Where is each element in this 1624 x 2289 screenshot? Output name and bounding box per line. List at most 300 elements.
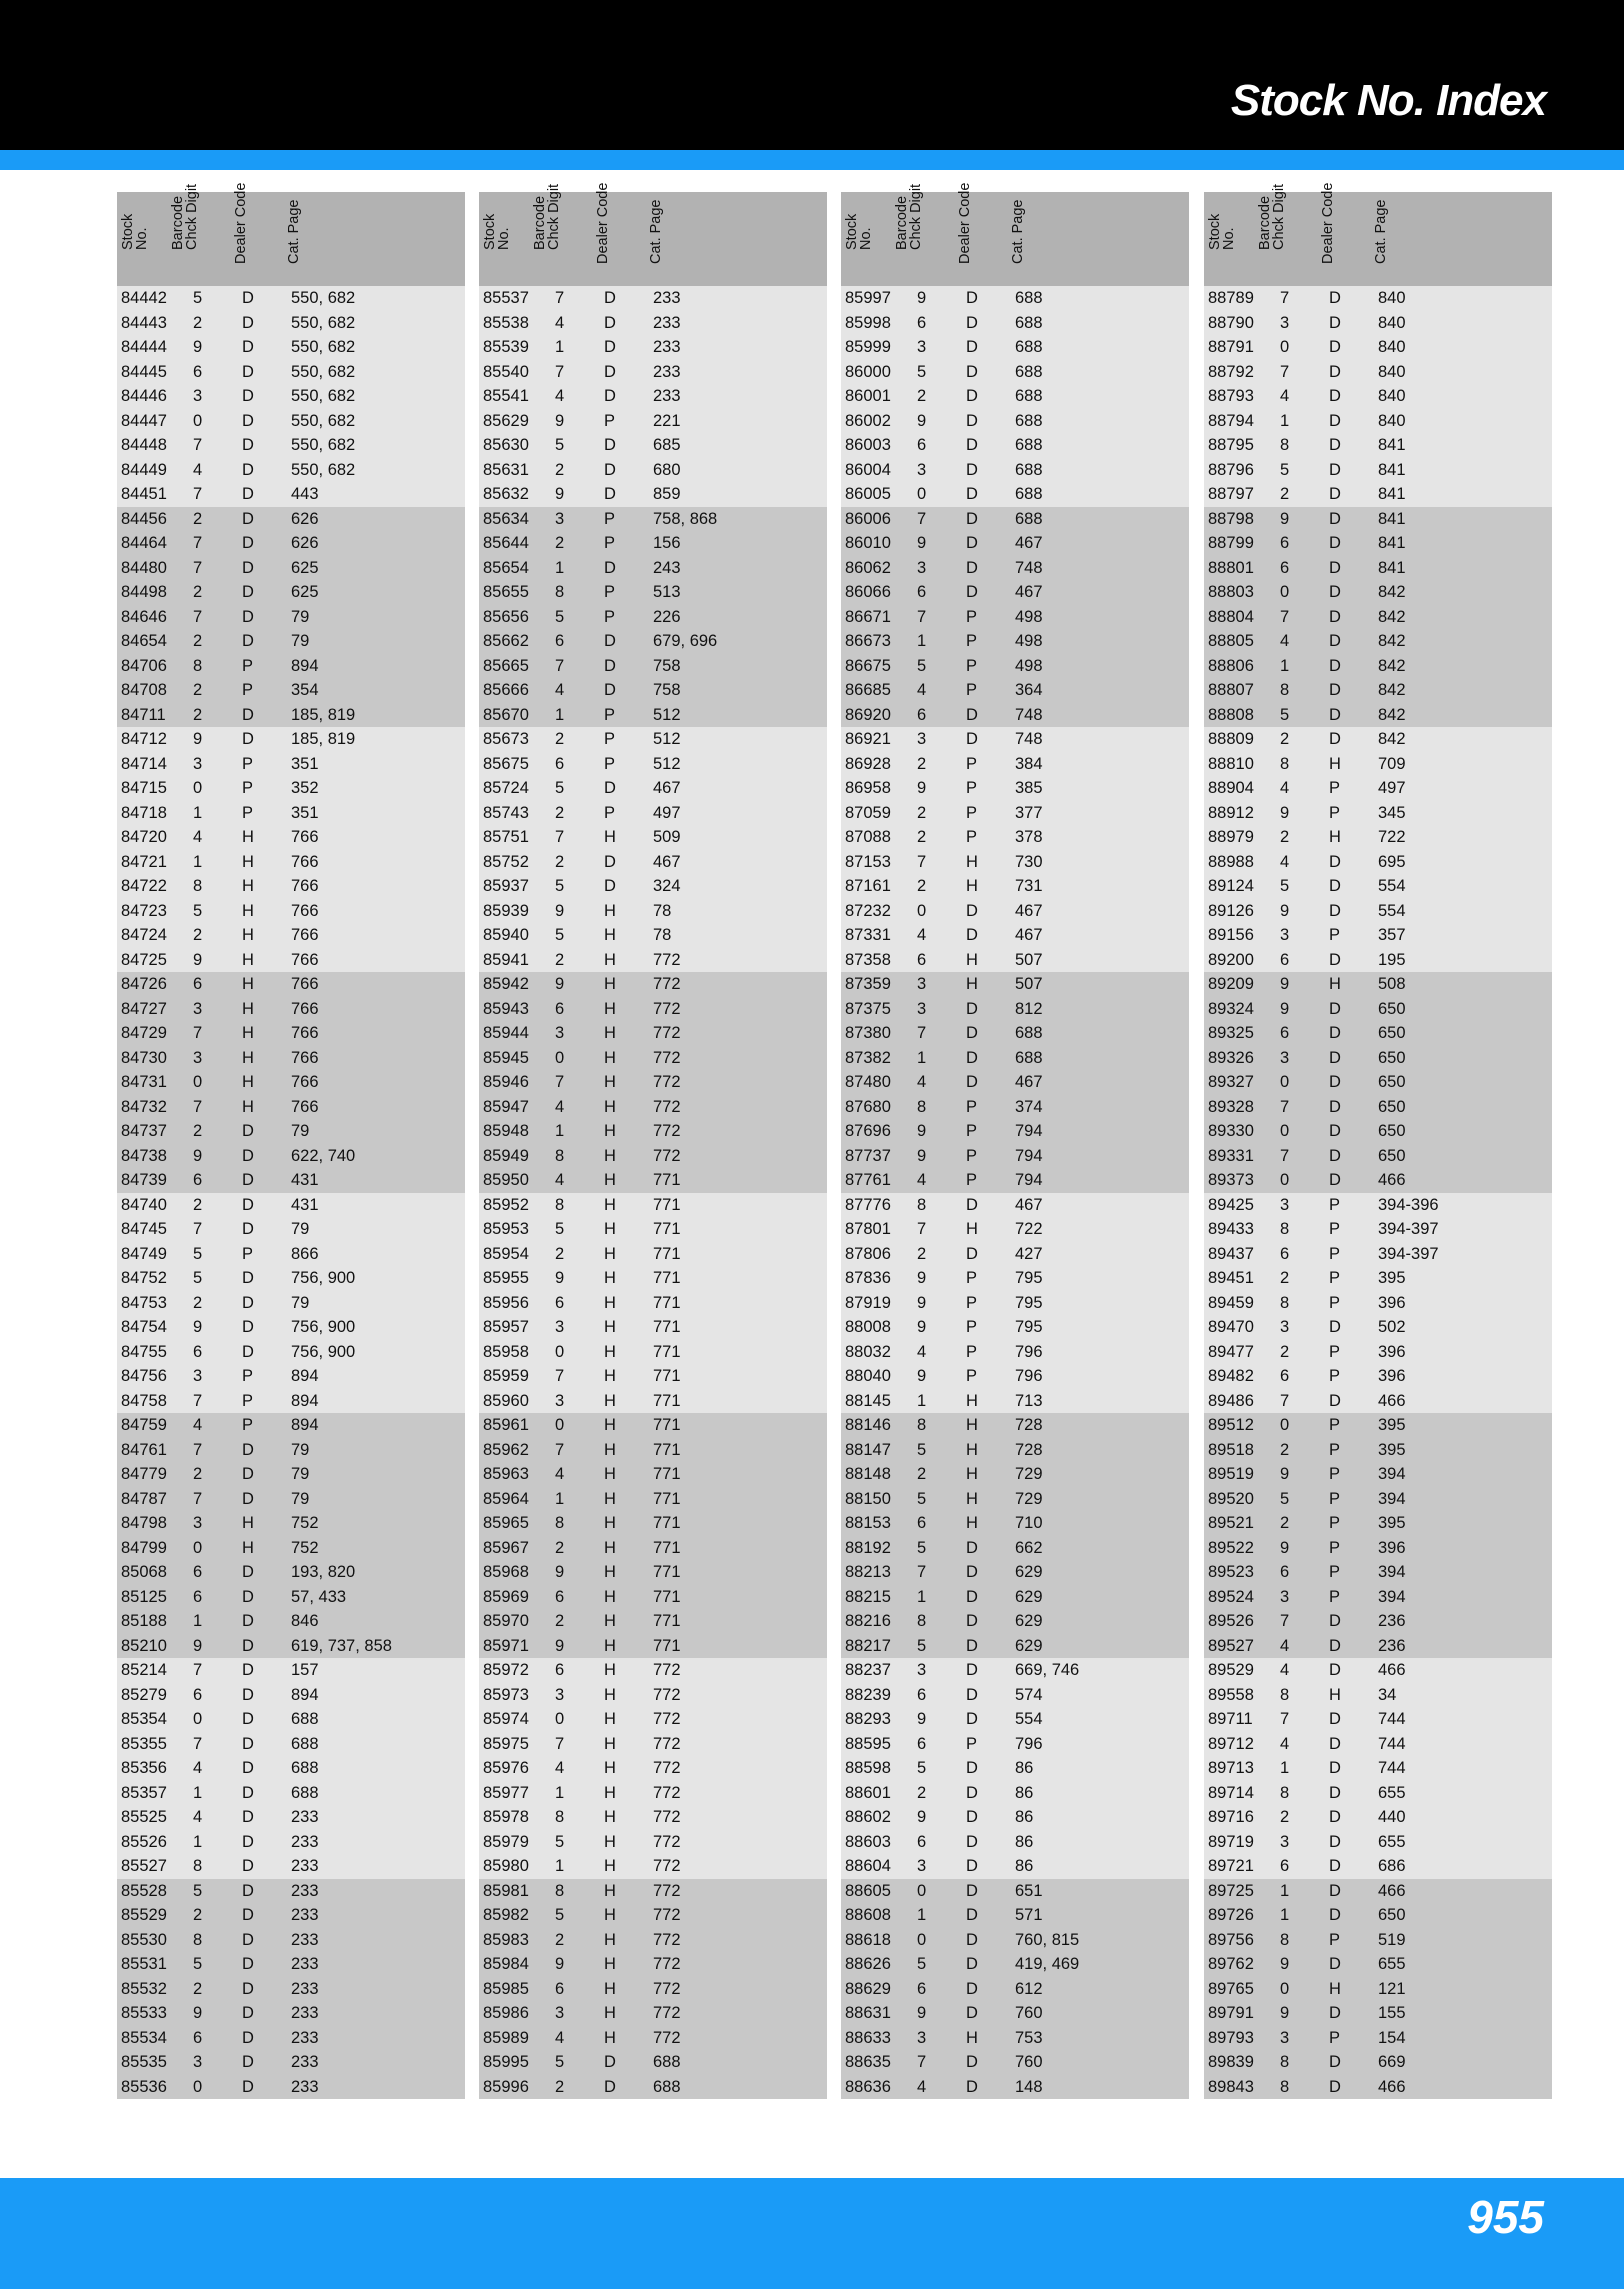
- dealer-code: H: [1329, 1685, 1341, 1704]
- table-row: [841, 1438, 1189, 1463]
- dealer-code: P: [1329, 1465, 1341, 1483]
- catalog-page: 686: [1378, 1857, 1406, 1875]
- catalog-page: 709: [1378, 754, 1406, 773]
- catalog-page: 394: [1378, 1587, 1406, 1606]
- dealer-code: D: [242, 2077, 254, 2096]
- stock-number: 85967: [483, 1538, 529, 1557]
- table-row: [479, 1242, 827, 1267]
- stock-number: 88636: [845, 2077, 891, 2096]
- catalog-page: 688: [1015, 1024, 1043, 1042]
- dealer-code: H: [604, 1244, 616, 1263]
- check-digit: 2: [555, 460, 565, 479]
- catalog-page: 772: [653, 1857, 681, 1875]
- check-digit: 2: [555, 1612, 565, 1630]
- table-row: [117, 1732, 465, 1757]
- catalog-page: 748: [1015, 705, 1043, 724]
- dealer-code: P: [966, 632, 978, 650]
- catalog-page: 841: [1378, 534, 1406, 552]
- check-digit: 7: [193, 1489, 203, 1508]
- catalog-page: 626: [291, 534, 319, 552]
- dealer-code: H: [604, 1881, 616, 1900]
- header-line: Stock: [482, 213, 498, 250]
- stock-number: 84646: [121, 607, 167, 626]
- table-row: [479, 2075, 827, 2100]
- dealer-code: P: [966, 656, 978, 675]
- stock-number: 88791: [1208, 338, 1254, 356]
- table-row: [117, 1315, 465, 1340]
- catalog-page: 771: [653, 1342, 681, 1361]
- stock-number: 89520: [1208, 1489, 1254, 1508]
- stock-number: 85537: [483, 289, 529, 307]
- table-row: [1204, 948, 1552, 973]
- dealer-code: H: [1329, 754, 1341, 773]
- table-row: [479, 1928, 827, 1953]
- catalog-page: 894: [291, 656, 319, 675]
- dealer-code: D: [1329, 2077, 1341, 2096]
- stock-number: 88626: [845, 1955, 891, 1973]
- catalog-page: 650: [1378, 999, 1406, 1018]
- check-digit: 9: [917, 1269, 927, 1287]
- catalog-page: 154: [1378, 2028, 1406, 2047]
- dealer-code: D: [1329, 362, 1341, 381]
- catalog-page: 772: [653, 999, 681, 1018]
- stock-number: 84712: [121, 730, 167, 748]
- stock-number: 89325: [1208, 1024, 1254, 1042]
- dealer-code: D: [966, 1783, 978, 1802]
- check-digit: 3: [193, 1367, 203, 1385]
- dealer-code: D: [966, 289, 978, 307]
- stock-number: 87836: [845, 1269, 891, 1287]
- table-row: [479, 2001, 827, 2026]
- table-row: [1204, 1389, 1552, 1414]
- stock-number: 88807: [1208, 681, 1254, 699]
- table-row: [1204, 752, 1552, 777]
- stock-number: 85532: [121, 1979, 167, 1998]
- dealer-code: D: [966, 2004, 978, 2022]
- table-row: [479, 1095, 827, 1120]
- check-digit: 2: [193, 1979, 203, 1998]
- table-row: [841, 1536, 1189, 1561]
- stock-number: 88792: [1208, 362, 1254, 381]
- dealer-code: D: [1329, 1097, 1341, 1116]
- dealer-code: D: [242, 558, 254, 577]
- catalog-page: 840: [1378, 313, 1406, 332]
- check-digit: 1: [917, 1048, 927, 1067]
- check-digit: 7: [917, 2053, 927, 2071]
- dealer-code: D: [966, 1759, 978, 1777]
- dealer-code: D: [966, 1955, 978, 1973]
- stock-number: 84749: [121, 1244, 167, 1263]
- stock-number: 85995: [483, 2053, 529, 2071]
- table-row: [479, 1340, 827, 1365]
- catalog-page: 233: [653, 362, 681, 381]
- dealer-code: P: [604, 509, 616, 528]
- dealer-code: P: [1329, 1195, 1341, 1214]
- dealer-code: H: [604, 1955, 616, 1973]
- stock-number: 85539: [483, 338, 529, 356]
- dealer-code: D: [242, 460, 254, 479]
- catalog-page: 467: [1015, 1073, 1043, 1091]
- stock-number: 85944: [483, 1024, 529, 1042]
- table-row: [117, 1193, 465, 1218]
- catalog-page: 894: [291, 1416, 319, 1434]
- check-digit: 3: [917, 1857, 927, 1875]
- dealer-code: D: [242, 1146, 254, 1165]
- table-row: [1204, 2075, 1552, 2100]
- catalog-page: 626: [291, 509, 319, 528]
- check-digit: 7: [1280, 1146, 1290, 1165]
- catalog-page: 155: [1378, 2004, 1406, 2022]
- stock-number: 84727: [121, 999, 167, 1018]
- stock-number: 84711: [121, 705, 166, 724]
- table-row: [1204, 2001, 1552, 2026]
- table-row: [1204, 997, 1552, 1022]
- catalog-page: 467: [653, 852, 681, 871]
- dealer-code: D: [966, 1857, 978, 1875]
- dealer-code: P: [1329, 1367, 1341, 1385]
- dealer-code: H: [242, 1097, 254, 1116]
- table-row: [841, 1389, 1189, 1414]
- dealer-code: P: [242, 1367, 254, 1385]
- table-row: [1204, 1487, 1552, 1512]
- check-digit: 5: [555, 1906, 565, 1924]
- table-row: [841, 1144, 1189, 1169]
- check-digit: 7: [917, 1024, 927, 1042]
- check-digit: 5: [555, 877, 565, 895]
- dealer-code: D: [242, 1685, 254, 1704]
- check-digit: 7: [193, 1661, 203, 1679]
- catalog-page: 554: [1015, 1710, 1043, 1728]
- stock-number: 89326: [1208, 1048, 1254, 1067]
- dealer-code: H: [604, 1391, 616, 1410]
- table-row: [117, 1903, 465, 1928]
- row-band: [117, 507, 465, 728]
- table-row: [479, 384, 827, 409]
- catalog-page: 394-397: [1378, 1244, 1439, 1263]
- catalog-page: 771: [653, 1489, 681, 1508]
- table-row: [841, 1952, 1189, 1977]
- dealer-code: H: [966, 1440, 978, 1459]
- stock-number: 86010: [845, 534, 891, 552]
- check-digit: 3: [193, 387, 203, 405]
- dealer-code: H: [1329, 975, 1341, 993]
- table-row: [479, 1756, 827, 1781]
- catalog-page: 840: [1378, 411, 1406, 430]
- check-digit: 9: [917, 289, 927, 307]
- check-digit: 2: [555, 1538, 565, 1557]
- table-row: [841, 825, 1189, 850]
- dealer-code: D: [242, 1636, 254, 1655]
- dealer-code: D: [242, 338, 254, 356]
- dealer-code: D: [242, 1587, 254, 1606]
- stock-number: 85943: [483, 999, 529, 1018]
- catalog-page: 466: [1378, 1391, 1406, 1410]
- catalog-page: 688: [1015, 289, 1043, 307]
- catalog-page: 688: [291, 1710, 319, 1728]
- column-header: [117, 182, 465, 286]
- table-row: [841, 2050, 1189, 2075]
- dealer-code: D: [242, 1734, 254, 1753]
- check-digit: 9: [1280, 803, 1290, 822]
- table-row: [117, 997, 465, 1022]
- dealer-code: P: [1329, 1269, 1341, 1287]
- check-digit: 9: [555, 1636, 565, 1655]
- stock-number: 87358: [845, 950, 891, 969]
- check-digit: 7: [917, 852, 927, 871]
- dealer-code: H: [242, 926, 254, 944]
- stock-number: 85980: [483, 1857, 529, 1875]
- dealer-code: H: [242, 975, 254, 993]
- row-list: [1204, 286, 1552, 2099]
- table-row: [117, 1928, 465, 1953]
- table-row: [479, 1021, 827, 1046]
- catalog-page: 766: [291, 852, 319, 871]
- stock-number: 84726: [121, 975, 167, 993]
- check-digit: 0: [1280, 583, 1290, 601]
- check-digit: 4: [1280, 1661, 1290, 1679]
- table-row: [479, 678, 827, 703]
- dealer-code: P: [242, 1244, 254, 1263]
- stock-number: 84446: [121, 387, 167, 405]
- stock-number: 88631: [845, 2004, 891, 2022]
- dealer-code: P: [1329, 1342, 1341, 1361]
- check-digit: 9: [193, 1146, 203, 1165]
- dealer-code: H: [604, 1489, 616, 1508]
- check-digit: 8: [193, 1857, 203, 1875]
- dealer-code: D: [966, 387, 978, 405]
- dealer-code: P: [1329, 1220, 1341, 1238]
- stock-number: 89526: [1208, 1612, 1254, 1630]
- table-row: [1204, 1609, 1552, 1634]
- table-row: [117, 531, 465, 556]
- catalog-page: 508: [1378, 975, 1406, 993]
- stock-number: 89712: [1208, 1734, 1254, 1753]
- check-digit: 9: [555, 1563, 565, 1581]
- dealer-code: H: [966, 1391, 978, 1410]
- stock-number: 88239: [845, 1685, 891, 1704]
- stock-number: 86673: [845, 632, 891, 650]
- header-line: No.: [134, 227, 150, 250]
- catalog-page: 324: [653, 877, 681, 895]
- table-row: [841, 286, 1189, 311]
- stock-number: 85973: [483, 1685, 529, 1704]
- catalog-page: 840: [1378, 338, 1406, 356]
- table-row: [1204, 801, 1552, 826]
- stock-number: 87761: [845, 1171, 891, 1189]
- catalog-page: 756, 900: [291, 1342, 356, 1361]
- dealer-code: H: [604, 828, 616, 846]
- check-digit: 2: [917, 387, 927, 405]
- table-row: [479, 899, 827, 924]
- check-digit: 8: [1280, 1783, 1290, 1802]
- dealer-code: P: [242, 681, 254, 699]
- stock-number: 85961: [483, 1416, 529, 1434]
- dealer-code: D: [1329, 607, 1341, 626]
- dealer-code: H: [604, 1832, 616, 1851]
- stock-number: 85355: [121, 1734, 167, 1753]
- table-row: [479, 605, 827, 630]
- stock-number: 87331: [845, 926, 891, 944]
- table-row: [1204, 1560, 1552, 1585]
- table-row: [1204, 556, 1552, 581]
- stock-number: 85541: [483, 387, 529, 405]
- stock-number: 85533: [121, 2004, 167, 2022]
- dealer-code: D: [1329, 509, 1341, 528]
- dealer-code: D: [604, 362, 616, 381]
- stock-number: 86004: [845, 460, 891, 479]
- catalog-page: 498: [1015, 607, 1043, 626]
- catalog-page: 760, 815: [1015, 1930, 1080, 1949]
- table-row: [117, 311, 465, 336]
- catalog-page: 79: [291, 632, 310, 650]
- check-digit: 8: [555, 1808, 565, 1826]
- table-row: [479, 1462, 827, 1487]
- dealer-code: D: [604, 289, 616, 307]
- check-digit: 6: [1280, 558, 1290, 577]
- dealer-code: P: [966, 607, 978, 626]
- check-digit: 9: [917, 534, 927, 552]
- table-row: [117, 335, 465, 360]
- stock-number: 85530: [121, 1930, 167, 1949]
- catalog-page: 744: [1378, 1734, 1406, 1753]
- table-row: [479, 360, 827, 385]
- table-row: [841, 1487, 1189, 1512]
- check-digit: 1: [1280, 656, 1290, 675]
- catalog-page: 394: [1378, 1465, 1406, 1483]
- check-digit: 7: [917, 607, 927, 626]
- table-row: [841, 1609, 1189, 1634]
- dealer-code: D: [966, 583, 978, 601]
- dealer-code: P: [242, 803, 254, 822]
- catalog-page: 185, 819: [291, 730, 356, 748]
- check-digit: 5: [917, 1636, 927, 1655]
- table-row: [841, 1707, 1189, 1732]
- dealer-code: D: [604, 387, 616, 405]
- check-digit: 9: [917, 779, 927, 797]
- table-row: [1204, 2050, 1552, 2075]
- catalog-page: 79: [291, 1465, 310, 1483]
- check-digit: 2: [555, 534, 565, 552]
- table-row: [479, 1658, 827, 1683]
- stock-number: 87480: [845, 1073, 891, 1091]
- catalog-page: 842: [1378, 656, 1406, 675]
- check-digit: 7: [1280, 362, 1290, 381]
- dealer-code: D: [966, 2053, 978, 2071]
- dealer-code: P: [966, 1734, 978, 1753]
- table-row: [117, 580, 465, 605]
- catalog-page: 841: [1378, 436, 1406, 454]
- dealer-code: D: [242, 2028, 254, 2047]
- table-row: [1204, 1119, 1552, 1144]
- check-digit: 5: [555, 2053, 565, 2071]
- dealer-code: D: [1329, 338, 1341, 356]
- check-digit: 0: [555, 1710, 565, 1728]
- check-digit: 0: [555, 1342, 565, 1361]
- table-row: [479, 311, 827, 336]
- stock-number: 85958: [483, 1342, 529, 1361]
- stock-number: 85528: [121, 1881, 167, 1900]
- check-digit: 4: [555, 313, 565, 332]
- table-row: [841, 997, 1189, 1022]
- stock-number: 88032: [845, 1342, 891, 1361]
- row-band: [479, 972, 827, 1193]
- table-row: [841, 1413, 1189, 1438]
- catalog-page: 550, 682: [291, 289, 356, 307]
- stock-number: 85210: [121, 1636, 167, 1655]
- dealer-code: H: [966, 1514, 978, 1532]
- catalog-page: 842: [1378, 632, 1406, 650]
- dealer-code: P: [604, 803, 616, 822]
- stock-number: 85068: [121, 1563, 167, 1581]
- table-row: [1204, 1021, 1552, 1046]
- table-row: [117, 1021, 465, 1046]
- check-digit: 7: [555, 1073, 565, 1091]
- header-line: Chck Digit: [184, 183, 200, 250]
- stock-number: 84721: [121, 852, 167, 871]
- catalog-page: 772: [653, 1979, 681, 1998]
- check-digit: 9: [917, 1318, 927, 1336]
- catalog-page: 841: [1378, 509, 1406, 528]
- header-page: [287, 200, 301, 265]
- table-row: [841, 1854, 1189, 1879]
- check-digit: 2: [193, 681, 203, 699]
- check-digit: 1: [555, 1857, 565, 1875]
- check-digit: 2: [917, 1465, 927, 1483]
- table-row: [479, 1560, 827, 1585]
- dealer-code: D: [604, 485, 616, 503]
- dealer-code: D: [604, 558, 616, 577]
- stock-number: 85656: [483, 607, 529, 626]
- check-digit: 0: [193, 1710, 203, 1728]
- stock-number: 85630: [483, 436, 529, 454]
- check-digit: 1: [1280, 1759, 1290, 1777]
- catalog-page: 771: [653, 1391, 681, 1410]
- table-row: [479, 1144, 827, 1169]
- catalog-page: 650: [1378, 1024, 1406, 1042]
- check-digit: 7: [1280, 1710, 1290, 1728]
- stock-number: 86066: [845, 583, 891, 601]
- catalog-page: 688: [653, 2053, 681, 2071]
- stock-number: 85972: [483, 1661, 529, 1679]
- check-digit: 8: [193, 1930, 203, 1949]
- row-band: [117, 1193, 465, 1414]
- check-digit: 4: [917, 1073, 927, 1091]
- row-band: [479, 286, 827, 507]
- stock-number: 84718: [121, 803, 167, 822]
- check-digit: 7: [1280, 289, 1290, 307]
- dealer-code: H: [1329, 1979, 1341, 1998]
- dealer-code: D: [242, 534, 254, 552]
- stock-number: 85529: [121, 1906, 167, 1924]
- check-digit: 3: [555, 509, 565, 528]
- table-row: [1204, 1805, 1552, 1830]
- table-row: [479, 776, 827, 801]
- dealer-code: H: [604, 1906, 616, 1924]
- header-line: No.: [496, 227, 512, 250]
- table-row: [117, 1389, 465, 1414]
- check-digit: 6: [1280, 1563, 1290, 1581]
- stock-number: 87680: [845, 1097, 891, 1116]
- stock-number: 85942: [483, 975, 529, 993]
- table-row: [1204, 1585, 1552, 1610]
- row-band: [479, 1879, 827, 2100]
- dealer-code: P: [1329, 1514, 1341, 1532]
- check-digit: 1: [193, 852, 203, 871]
- table-row: [479, 335, 827, 360]
- table-row: [479, 752, 827, 777]
- catalog-page: 233: [653, 313, 681, 332]
- stock-number: 85188: [121, 1612, 167, 1630]
